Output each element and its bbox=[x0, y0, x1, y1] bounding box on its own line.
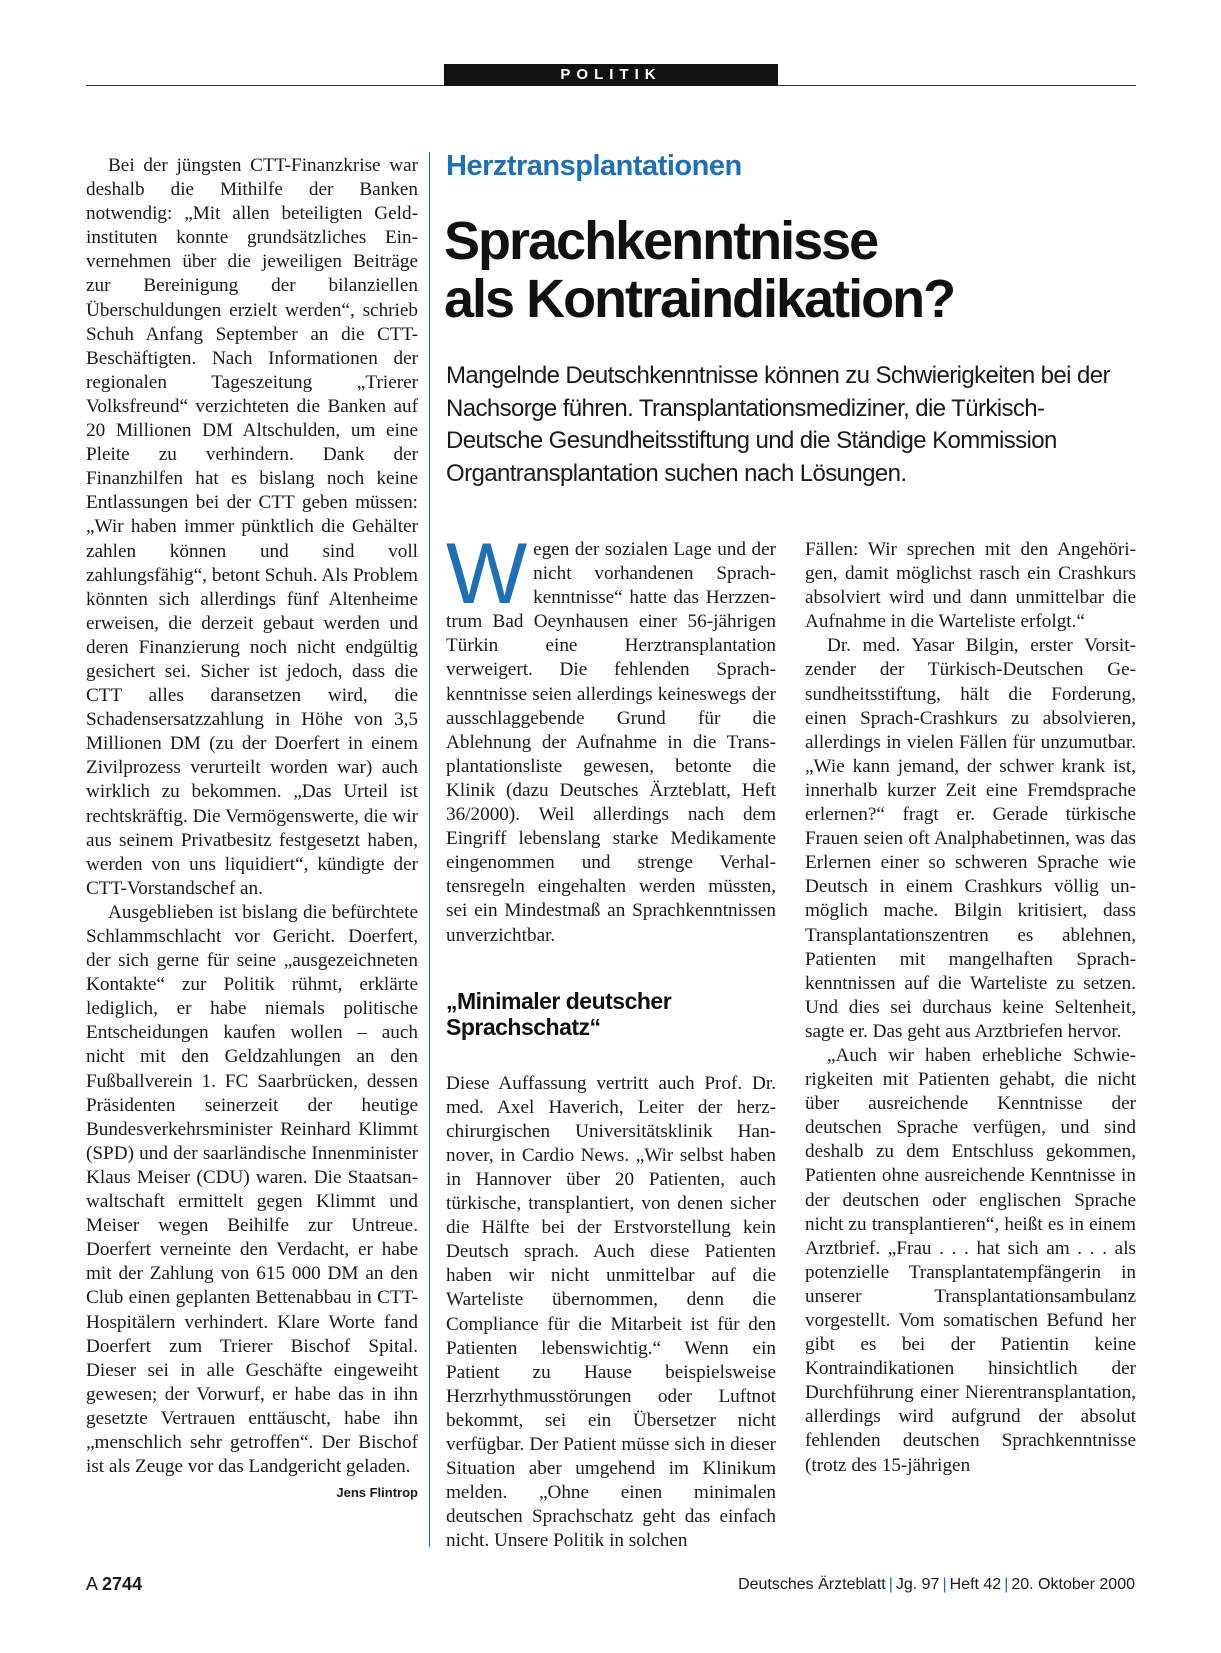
left-paragraph-2-text: Ausgeblieben ist bislang die befürchtete Schlammschlacht vor Gericht. Doerfert, der sich gerne für seine „ausgezeichneten Kontakte“ zur Politik rühmt, erklärte lediglich, er habe niemals politische Entscheidungen kaufen wollen – auch nicht mit den Geldzahlungen an den Fußballverein 1. FC Saarbrücken, dessen Präsidenten seinerzeit der heutige Bundesverkehrsminister Reinhard Klimmt (SPD) und der saarländische Innenminister Klaus Meiser (CDU) waren. Die Staatsanwaltschaft ermittelt gegen Klimmt und Meiser wegen Beihilfe zur Untreue. Doerfert verneinte den Verdacht, er habe mit der Zahlung von 615 000 DM an den Club einen geplanten Bettenabbau in CTT-Hospitälern verhindert. Klare Worte fand Doerfert zum Trierer Bischof Spital. Dieser sei in alle Geschäfte eingeweiht gewesen; der Vorwurf, er habe das in ihn gesetzte Vertrauen enttäuscht, habe ihn „menschlich sehr getroffen“. Der Bischof ist als Zeuge vor das Landgericht geladen. bbox=[86, 901, 418, 1478]
headline-line-1: Sprachkenntnisse bbox=[444, 211, 878, 271]
main-paragraph-1 bbox=[446, 526, 776, 948]
page-number bbox=[86, 1574, 142, 1595]
left-paragraph-1: Bei der jüngsten CTT-Finanzkrise war deshalb die Mithilfe der Banken notwendig: „Mit allen beteiligten Geldinstituten konnte grundsätzliches Einvernehmen über die jeweiligen Beiträge zur Bereinigung der bilanziellen Überschuldungen erzielt werden“, schrieb Schuh Anfang September an die CTT-Beschäftigten. Nach Informationen der regionalen Tageszeitung „Trierer Volksfreund“ verzichteten die Banken auf 20 Millionen DM Altschulden, um eine Pleite zu verhindern. Dank der Finanzhilfen hat es bislang noch keine Entlassungen bei der CTT geben müssen: „Wir haben immer pünktlich die Gehälter zahlen können und sind voll zahlungsfähig“, betont Schuh. Als Problem könnten sich allerdings fünf Altenheime erweisen, die derzeit gebaut werden und deren Finanzierung noch nicht endgültig gesichert sei. Sicher ist jedoch, dass die CTT alles daransetzen wird, die Schadensersatzzahlung in Höhe von 3,5 Millionen DM (zu der Doerfert in einem Zivilprozess verurteilt worden war) auch wirklich zu bekommen. „Das Urteil ist rechtskräftig. Die Vermögenswerte, die wir aus seinem Privatbesitz festgesetzt haben, werden von uns liquidiert“, kündigte der CTT-Vorstandschef an. bbox=[86, 155, 418, 899]
column-divider bbox=[429, 152, 430, 1547]
left-paragraph-2 bbox=[86, 901, 418, 1501]
separator: | bbox=[942, 1576, 947, 1593]
main-article-column-1 bbox=[446, 526, 776, 1553]
page-number-value: 2744 bbox=[102, 1574, 143, 1594]
journal-issue: Heft 42 bbox=[949, 1576, 1002, 1593]
article-lead: Mangelnde Deutschkenntnisse können zu Schwierigkeiten bei der Nachsorge führen. Transplantationsmediziner, die Türkisch-Deutsche Gesundheitsstiftung und die Ständige Kommission Organtransplantation suchen nach Lösungen. bbox=[446, 362, 1110, 487]
main-paragraph-4: Dr. med. Yasar Bilgin, erster Vorsitzender der Türkisch-Deutschen Gesundheitsstiftung, hält die Forderung, einen Sprach-Crashkurs zu absolvieren, allerdings in vielen Fällen für unzumutbar. „Wie kann jemand, der schwer krank ist, innerhalb kurzer Zeit eine Fremdsprache erlernen?“ fragt er. Gerade türkische Frauen seien oft Analphabetinnen, was das Erlernen einer so schweren Sprache wie Deutsch in einem Crashkurs völlig unmöglich mache. Bilgin kritisiert, dass Transplantationszentren es ablehnen, Patienten mit mangelhaften Sprachkenntnissen auf die Warteliste zu setzen. Und dies sei durchaus keine Seltenheit, sagte er. Das geht aus Arztbriefen hervor. bbox=[805, 635, 1136, 1042]
page-prefix: A bbox=[86, 1574, 98, 1594]
journal-volume: Jg. 97 bbox=[895, 1576, 940, 1593]
article-subheading: „Minimaler deutscher Sprachschatz“ bbox=[446, 987, 672, 1040]
main-paragraph-2: Diese Auffassung vertritt auch Prof. Dr. med. Axel Haverich, Leiter der herzchirurgischen Universitätsklinik Hannover, in Cardio News. „Wir selbst haben in Hannover über 20 Patienten, auch türkische, transplantiert, von denen sicher die Hälfte bei der Erstvorstellung kein Deutsch sprach. Auch diese Patienten haben wir nicht unmittelbar auf die Warteliste übernommen, denn die Compliance für die Mitarbeit ist für den Patienten lebenswichtig.“ Wenn ein Patient zu Hause beispielsweise Herzrhythmusstörungen oder Luftnot bekommt, sei ein Übersetzer nicht verfügbar. Der Patient müsse sich in dieser Situation aber umgehend im Klinikum melden. „Ohne einen minimalen deutschen Sprachschatz geht das einfach nicht. Unsere Politik in solchen bbox=[446, 1072, 776, 1552]
article-kicker: Herztransplantationen bbox=[446, 150, 742, 182]
journal-name: Deutsches Ärzteblatt bbox=[738, 1576, 886, 1593]
separator: | bbox=[1004, 1576, 1009, 1593]
separator: | bbox=[888, 1576, 893, 1593]
author-byline: Jens Flintrop bbox=[336, 1485, 418, 1501]
drop-cap: W bbox=[446, 526, 528, 622]
left-article-column bbox=[86, 154, 418, 1505]
journal-date: 20. Oktober 2000 bbox=[1011, 1576, 1135, 1593]
journal-info bbox=[738, 1576, 1135, 1594]
main-paragraph-3: Fällen: Wir sprechen mit den Angehörigen, damit möglichst rasch ein Crashkurs absolviert wird und dann unmittelbar die Aufnahme in die Warteliste erfolgt.“ bbox=[805, 539, 1136, 633]
main-paragraph-5: „Auch wir haben erhebliche Schwierigkeiten mit Patienten gehabt, die nicht über ausreichende Kenntnisse der deutschen Sprache verfügen, und sind deshalb zu dem Entschluss gekommen, Patienten ohne ausreichende Kenntnisse in der deutschen oder englischen Sprache nicht zu transplantieren“, heißt es in einem Arztbrief. „Frau . . . hat sich am . . . als potenzielle Transplantatempfängerin in unserer Transplantationsambulanz vorgestellt. Vom somatischen Befund her gibt es bei der Patientin keine Kontraindikationen hinsichtlich der Durchführung einer Nierentransplantation, allerdings wird aufgrund der absolut fehlenden deutschen Sprachkenntnisse (trotz des 15-jährigen bbox=[805, 1044, 1136, 1476]
main-paragraph-1-text: egen der sozialen Lage und der nicht vorhandenen Sprachkenntnisse“ hatte das Herzzentrum Bad Oeynhausen einer 56-jährigen Türkin eine Herztransplantation verweigert. Die fehlenden Sprachkenntnisse seien allerdings keineswegs der ausschlaggebende Grund für die Ablehnung der Aufnahme in die Transplantationsliste gewesen, betonte die Klinik (dazu Deutsches Ärzteblatt, Heft 36/2000). Weil allerdings nach dem Eingriff lebenslang starke Medikamente eingenommen und strenge Verhaltensregeln eingehalten werden müssten, sei ein Mindestmaß an Sprachkenntnissen unverzichtbar. bbox=[446, 539, 776, 946]
main-article-column-2 bbox=[805, 538, 1136, 1478]
headline-line-2: als Kontraindikation? bbox=[444, 269, 955, 329]
section-rubric: POLITIK bbox=[444, 64, 778, 86]
article-headline bbox=[444, 212, 1134, 328]
